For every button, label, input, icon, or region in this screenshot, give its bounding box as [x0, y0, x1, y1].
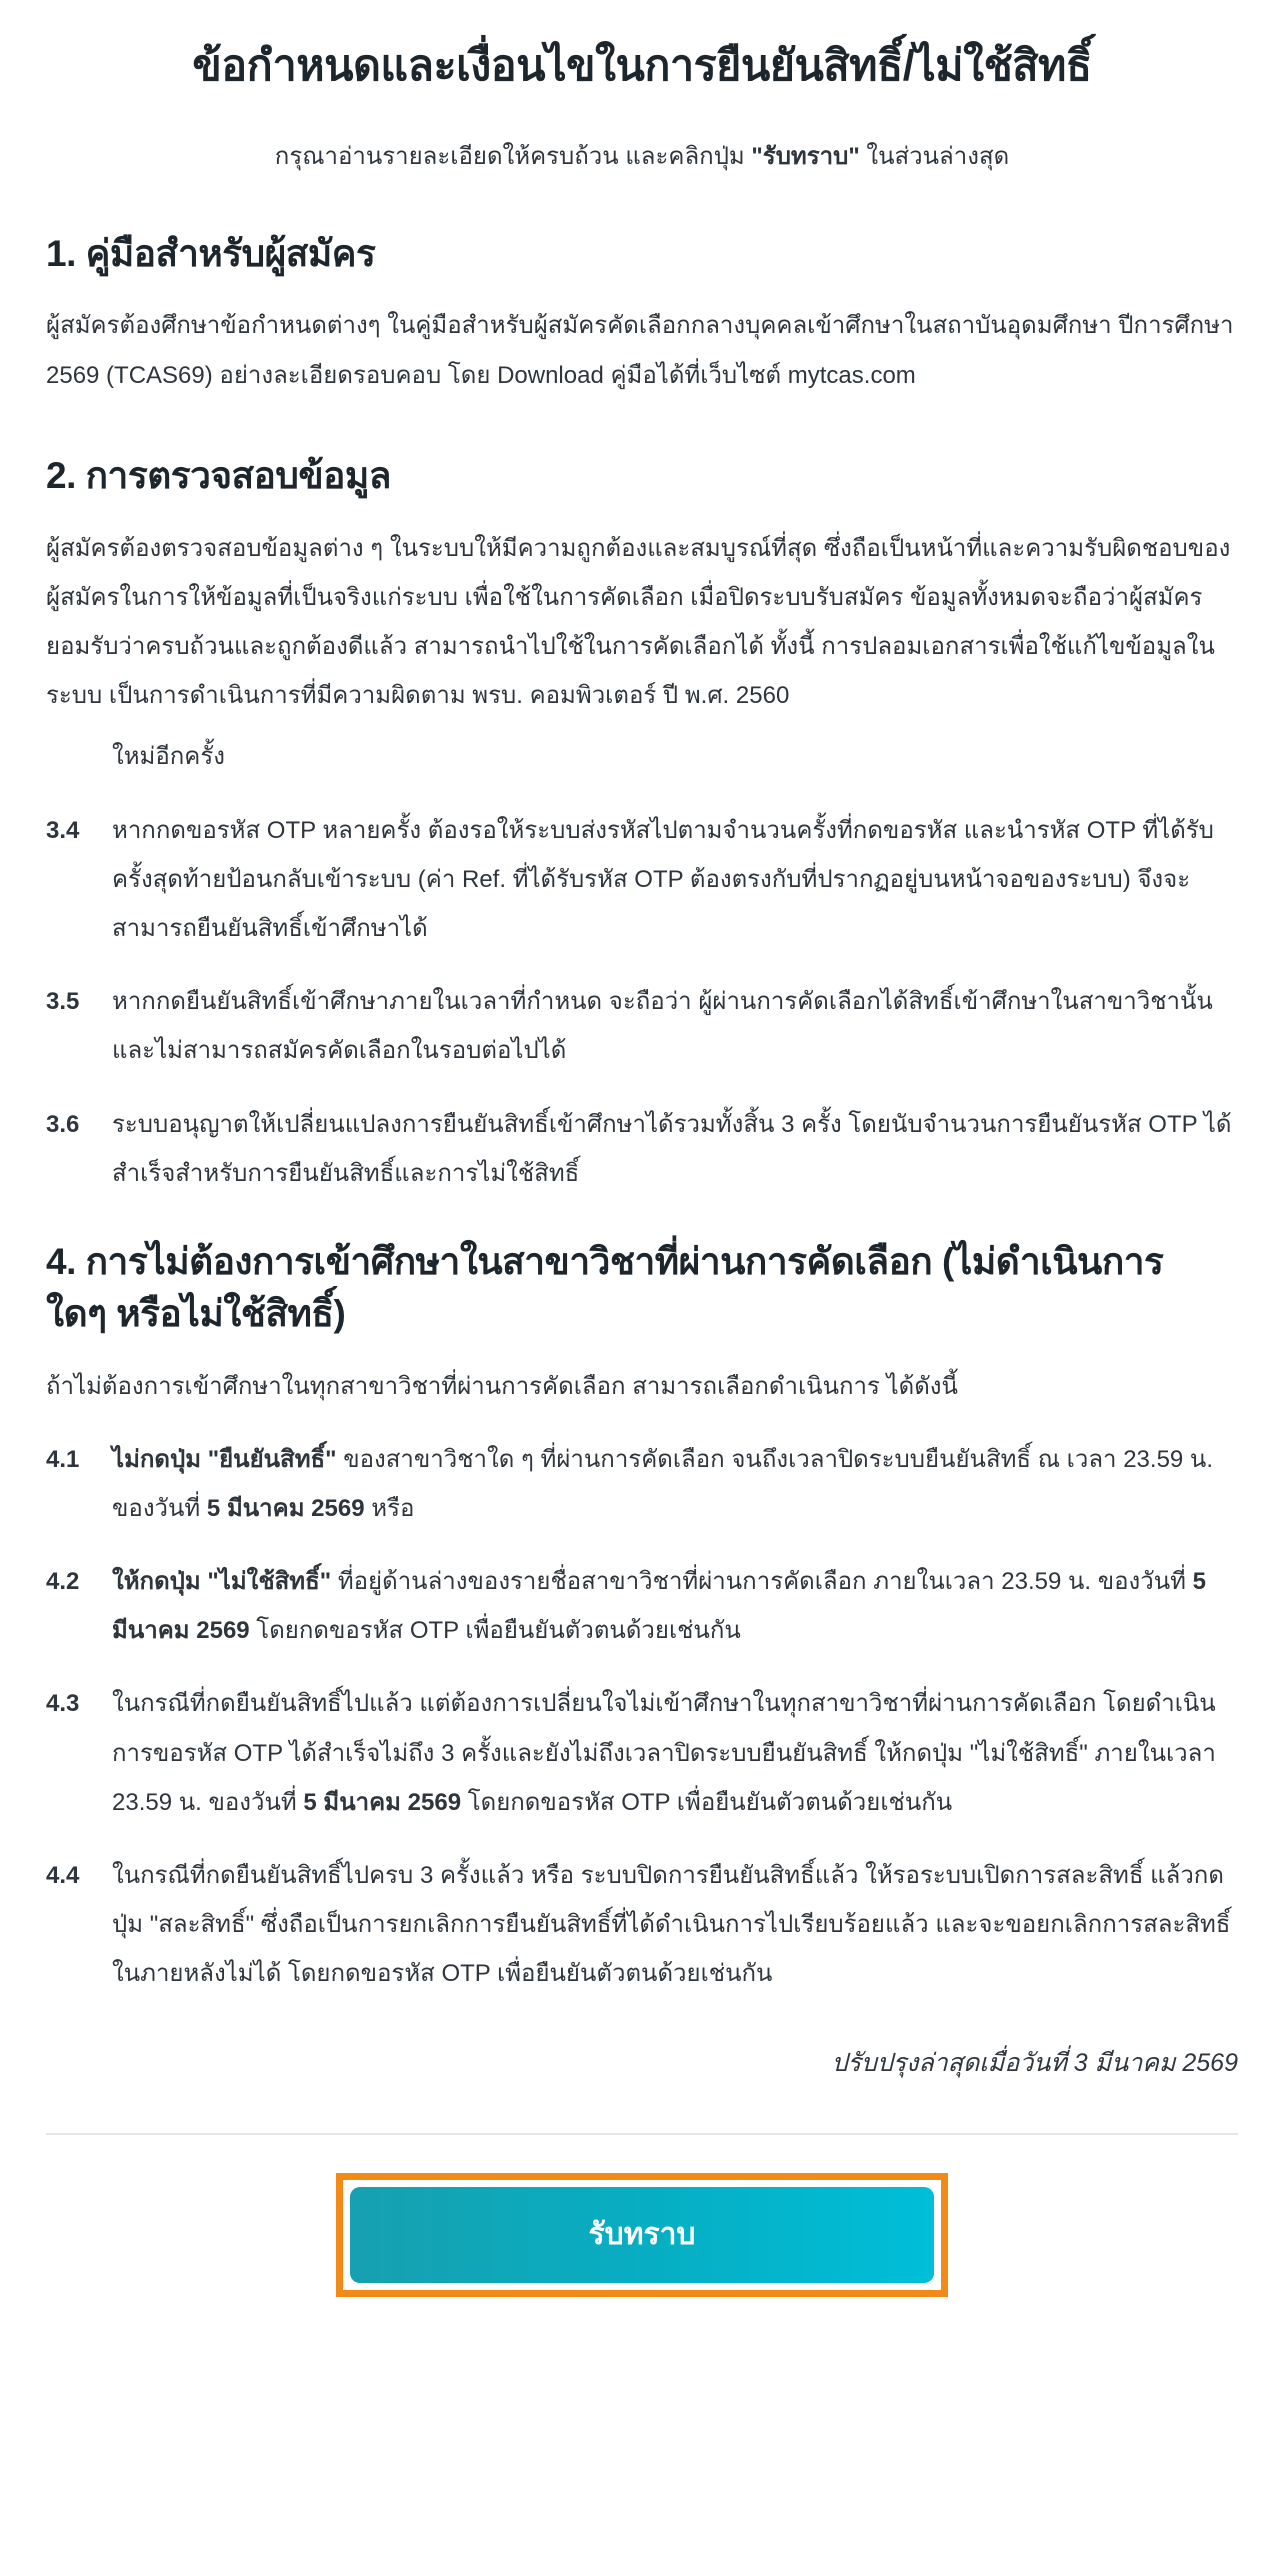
- item-number: 4.3: [46, 1690, 80, 1718]
- item-number: 4.2: [46, 1568, 80, 1596]
- item-number: 4.1: [46, 1445, 80, 1473]
- item-text-segment: ที่อยู่ด้านล่างของรายชื่อสาขาวิชาที่ผ่านการคัดเลือก ภายในเวลา 23.59 น. ของวันที่: [331, 1568, 1193, 1596]
- item-text: [112, 1435, 1238, 1533]
- item-number: 3.6: [46, 1110, 80, 1138]
- item-bold-date: 5 มีนาคม 2569: [112, 1568, 1206, 1645]
- list-item-3-6: [46, 1100, 1238, 1198]
- list-item-4-1: [46, 1435, 1238, 1533]
- page-subtitle: [46, 135, 1238, 178]
- subtitle-bold-acknowledge: "รับทราบ": [751, 142, 860, 170]
- item-number: 3.4: [46, 816, 80, 844]
- button-row: [46, 2173, 1238, 2297]
- item-text-segment: ของสาขาวิชาใด ๆ ที่ผ่านการคัดเลือก จนถึงเวลาปิดระบบยืนยันสิทธิ์ ณ เวลา 23.59 น. ของวันที่: [112, 1445, 1214, 1522]
- acknowledge-button[interactable]: รับทราบ: [350, 2187, 934, 2283]
- list-item-3-4: [46, 806, 1238, 954]
- item-text: [112, 1557, 1238, 1655]
- item-bold-lead: ไม่กดปุ่ม "ยืนยันสิทธิ์": [112, 1445, 337, 1473]
- item-text-segment: ในกรณีที่กดยืนยันสิทธิ์ไปครบ 3 ครั้งแล้ว หรือ ระบบปิดการยืนยันสิทธิ์แล้ว ให้รอระบบเปิดการสละสิทธิ์ แล้วกดปุ่ม "สละสิทธิ์" ซึ่งถือเป็นการยกเลิกการยืนยันสิทธิ์ที่ได้ดำเนินการไปเรียบร้อยแล้ว และจะขอยกเลิกการสละสิทธิ์ในภายหลังไม่ได้ โดยกดขอรหัส OTP เพื่อยืนยันตัวตนด้วยเช่นกัน: [112, 1862, 1231, 1988]
- item-text: ระบบอนุญาตให้เปลี่ยนแปลงการยืนยันสิทธิ์เข้าศึกษาได้รวมทั้งสิ้น 3 ครั้ง โดยนับจำนวนการยืนยันรหัส OTP ได้สำเร็จสำหรับการยืนยันสิทธิ์และการไม่ใช้สิทธิ์: [112, 1110, 1232, 1187]
- truncated-item-tail: ใหม่อีกครั้ง: [112, 743, 225, 771]
- section-1-heading: 1. คู่มือสำหรับผู้สมัคร: [46, 232, 376, 274]
- highlight-box: [336, 2173, 948, 2297]
- item-bold-lead: ให้กดปุ่ม "ไม่ใช้สิทธิ์": [112, 1568, 332, 1596]
- item-text: หากกดยืนยันสิทธิ์เข้าศึกษาภายในเวลาที่กำหนด จะถือว่า ผู้ผ่านการคัดเลือกได้สิทธิ์เข้าศึกษาในสาขาวิชานั้น และไม่สามารถสมัครคัดเลือกในรอบต่อไปได้: [112, 988, 1213, 1065]
- list-item-4-2: [46, 1557, 1238, 1655]
- page-title: ข้อกำหนดและเงื่อนไขในการยืนยันสิทธิ์/ไม่ใช้สิทธิ์: [192, 42, 1092, 90]
- footer-divider: [46, 2133, 1238, 2135]
- item-text: [112, 1851, 1238, 1999]
- item-bold-date: 5 มีนาคม 2569: [206, 1494, 365, 1522]
- item-text-segment: หรือ: [364, 1494, 415, 1522]
- item-text-segment: ในกรณีที่กดยืนยันสิทธิ์ไปแล้ว แต่ต้องการเปลี่ยนใจไม่เข้าศึกษาในทุกสาขาวิชาที่ผ่านการคัดเลือก โดยดำเนินการขอรหัส OTP ได้สำเร็จไม่ถึง 3 ครั้งและยังไม่ถึงเวลาปิดระบบยืนยันสิทธิ์ ให้กดปุ่ม "ไม่ใช้สิทธิ์" ภายในเวลา 23.59 น. ของวันที่: [112, 1690, 1216, 1816]
- item-bold-date: 5 มีนาคม 2569: [303, 1788, 462, 1816]
- section-4-intro: ถ้าไม่ต้องการเข้าศึกษาในทุกสาขาวิชาที่ผ่านการคัดเลือก สามารถเลือกดำเนินการ ได้ดังนี้: [46, 1372, 958, 1400]
- subtitle-text-post: ในส่วนล่างสุด: [859, 142, 1010, 170]
- last-updated-note: ปรับปรุงล่าสุดเมื่อวันที่ 3 มีนาคม 2569: [831, 2048, 1238, 2077]
- item-text-segment: โดยกดขอรหัส OTP เพื่อยืนยันตัวตนด้วยเช่นกัน: [249, 1617, 741, 1645]
- item-number: 3.5: [46, 988, 80, 1016]
- list-item-4-3: [46, 1679, 1238, 1827]
- item-number: 4.4: [46, 1862, 80, 1889]
- section-2-heading: 2. การตรวจสอบข้อมูล: [46, 454, 391, 496]
- item-text: หากกดขอรหัส OTP หลายครั้ง ต้องรอให้ระบบส่งรหัสไปตามจำนวนครั้งที่กดขอรหัส และนำรหัส OTP ที่ได้รับครั้งสุดท้ายป้อนกลับเข้าระบบ (ค่า Ref. ที่ได้รับรหัส OTP ต้องตรงกับที่ปรากฏอยู่บนหน้าจอของระบบ) จึงจะสามารถยืนยันสิทธิ์เข้าศึกษาได้: [112, 816, 1214, 942]
- section-4-heading: 4. การไม่ต้องการเข้าศึกษาในสาขาวิชาที่ผ่านการคัดเลือก (ไม่ดำเนินการใดๆ หรือไม่ใช้สิทธิ์): [46, 1240, 1164, 1334]
- subtitle-text-pre: กรุณาอ่านรายละเอียดให้ครบถ้วน และคลิกปุ่ม: [274, 142, 752, 170]
- section-1-paragraph: ผู้สมัครต้องศึกษาข้อกำหนดต่างๆ ในคู่มือสำหรับผู้สมัครคัดเลือกกลางบุคคลเข้าศึกษาในสถาบันอุดมศึกษา ปีการศึกษา 2569 (TCAS69) อย่างละเอียดรอบคอบ โดย Download คู่มือได้ที่เว็บไซต์ mytcas.com: [46, 312, 1234, 389]
- section-2-paragraph: ผู้สมัครต้องตรวจสอบข้อมูลต่าง ๆ ในระบบให้มีความถูกต้องและสมบูรณ์ที่สุด ซึ่งถือเป็นหน้าที่และความรับผิดชอบของผู้สมัครในการให้ข้อมูลที่เป็นจริงแก่ระบบ เพื่อใช้ในการคัดเลือก เมื่อปิดระบบรับสมัคร ข้อมูลทั้งหมดจะถือว่าผู้สมัครยอมรับว่าครบถ้วนและถูกต้องดีแล้ว สามารถนำไปใช้ในการคัดเลือกได้ ทั้งนี้ การปลอมเอกสารเพื่อใช้แก้ไขข้อมูลในระบบ เป็นการดำเนินการที่มีความผิดตาม พรบ. คอมพิวเตอร์ ปี พ.ศ. 2560: [46, 534, 1231, 710]
- item-text: [112, 1679, 1238, 1827]
- item-text-segment: โดยกดขอรหัส OTP เพื่อยืนยันตัวตนด้วยเช่นกัน: [461, 1788, 953, 1816]
- list-item-4-4: [46, 1851, 1238, 1999]
- list-item-3-5: [46, 977, 1238, 1075]
